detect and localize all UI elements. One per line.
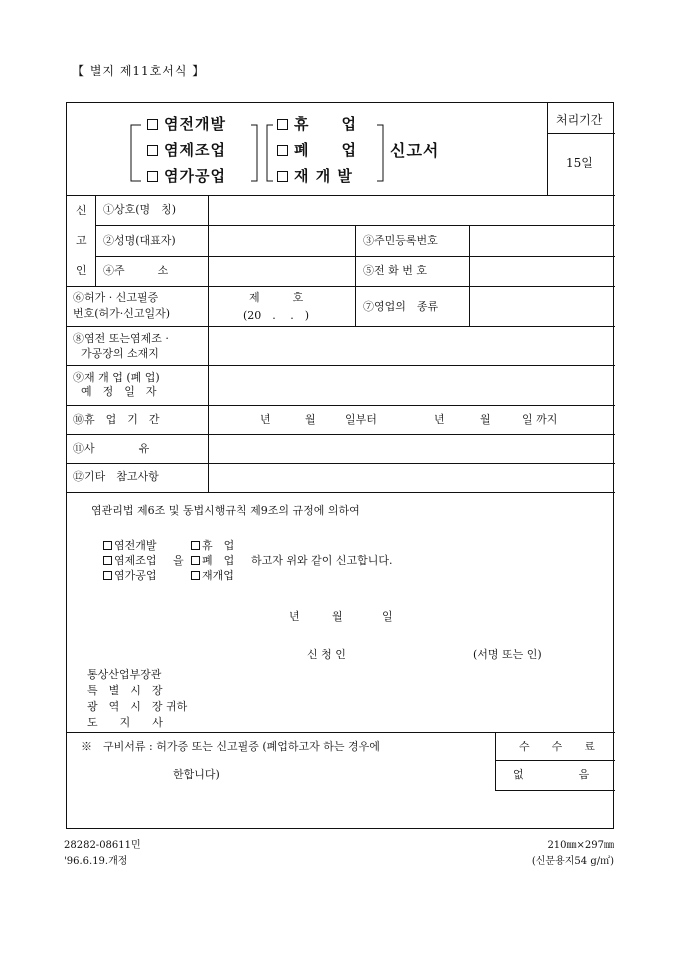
col-line	[208, 463, 209, 492]
option-suspension[interactable]: 휴 업	[277, 117, 357, 132]
checkbox-icon[interactable]	[277, 119, 288, 130]
checkbox-icon[interactable]	[191, 556, 200, 565]
checkbox-icon[interactable]	[103, 556, 112, 565]
suspension-year-1: 년	[260, 413, 271, 426]
form-title: 신고서	[390, 141, 440, 160]
col-line	[208, 195, 209, 468]
revision-date: '96.6.19.개정	[64, 856, 128, 867]
representative-label: ②성명(대표자)	[103, 234, 176, 247]
header-divider	[547, 103, 548, 195]
business-type-label: ⑦영업의 종류	[363, 300, 439, 313]
recipient: 광 역 시 장 귀하	[87, 700, 188, 713]
recipient: 통상산업부장관	[87, 668, 162, 681]
decl-statement: 하고자 위와 같이 신고합니다.	[251, 554, 393, 567]
required-documents: ※ 구비서류 : 허가증 또는 신고필증 (폐업하고자 하는 경우에	[81, 740, 380, 753]
option-closure[interactable]: 폐 업	[277, 143, 357, 158]
decl-option-closure[interactable]: 폐 업	[191, 555, 234, 566]
row-line	[67, 365, 615, 366]
decl-option-manufacture[interactable]: 염제조업	[103, 555, 157, 566]
decl-option-suspension[interactable]: 휴 업	[191, 540, 234, 551]
checkbox-icon[interactable]	[277, 171, 288, 182]
processing-period-label: 처리기간	[556, 113, 603, 127]
row-line	[67, 463, 615, 464]
checkbox-icon[interactable]	[191, 541, 200, 550]
reopen-date-label: 예 정 일 자	[81, 385, 157, 398]
decl-particle: 을	[173, 554, 184, 567]
suspension-year-2: 년	[434, 413, 445, 426]
date-month: 월	[332, 610, 343, 623]
permit-number-label: ⑥허가 · 신고필증	[73, 291, 159, 304]
decl-option-field-dev[interactable]: 염전개발	[103, 540, 157, 551]
row-line	[67, 286, 615, 287]
fee-label: 수 수 료	[519, 740, 595, 753]
applicant-side-label: 신	[76, 204, 87, 217]
reopen-date-label: ⑨재 개 업 (폐 업)	[73, 371, 160, 384]
checkbox-icon[interactable]	[147, 119, 158, 130]
recipient: 도 지 사	[87, 716, 163, 729]
col-line	[95, 195, 96, 286]
row-line	[67, 492, 615, 493]
applicant-side-label: 고	[76, 234, 87, 247]
bracket-divider	[247, 117, 277, 187]
checkbox-icon[interactable]	[103, 541, 112, 550]
checkbox-icon[interactable]	[277, 145, 288, 156]
resident-number-label: ③주민등록번호	[363, 234, 438, 247]
paper-type: (신문용지54 g/㎡)	[531, 856, 614, 867]
address-label: ④주 소	[103, 264, 169, 277]
suspension-period-label: ⑩휴 업 기 간	[73, 413, 160, 426]
col-line	[469, 225, 470, 326]
checkbox-icon[interactable]	[191, 571, 200, 580]
decl-option-reopen[interactable]: 재개업	[191, 570, 234, 581]
applicant-signature-label: 신 청 인	[307, 648, 346, 661]
location-label: ⑧염전 또는염제조 ·	[73, 332, 169, 345]
row-line	[495, 760, 615, 761]
row-line	[67, 732, 615, 733]
sign-or-seal-label: (서명 또는 인)	[473, 648, 542, 661]
checkbox-icon[interactable]	[147, 145, 158, 156]
date-year: 년	[289, 610, 300, 623]
suspension-month-2: 월	[480, 413, 491, 426]
report-form	[66, 102, 614, 829]
required-documents: 한합니다)	[173, 768, 220, 781]
applicant-side-label: 인	[76, 264, 87, 277]
suspension-until: 일 까지	[522, 413, 558, 426]
suspension-from: 일부터	[345, 413, 377, 426]
decl-option-processing[interactable]: 염가공업	[103, 570, 157, 581]
row-line	[495, 790, 615, 791]
option-salt-manufacture[interactable]: 염제조업	[147, 143, 226, 158]
law-reference: 염관리법 제6조 및 동법시행규칙 제9조의 규정에 의하여	[91, 504, 360, 517]
processing-period-value: 15일	[566, 156, 593, 170]
option-salt-processing[interactable]: 염가공업	[147, 169, 226, 184]
row-line	[67, 405, 615, 406]
business-name-label: ①상호(명 칭)	[103, 203, 177, 216]
permit-number-label: 번호(허가·신고일자)	[73, 307, 171, 320]
form-number: 【 별지 제11호서식 】	[72, 64, 206, 78]
checkbox-icon[interactable]	[103, 571, 112, 580]
recipient: 특 별 시 장	[87, 684, 163, 697]
phone-label: ⑤전 화 번 호	[363, 264, 427, 277]
checkbox-icon[interactable]	[147, 171, 158, 182]
permit-date-value: (20 . . )	[243, 309, 310, 322]
row-line	[67, 195, 615, 196]
col-line	[495, 732, 496, 790]
row-line	[67, 326, 615, 327]
suspension-month-1: 월	[305, 413, 316, 426]
header-divider	[547, 133, 615, 134]
row-line	[67, 434, 615, 435]
date-day: 일	[382, 610, 393, 623]
paper-size: 210㎜×297㎜	[547, 840, 614, 851]
location-label: 가공장의 소재지	[81, 347, 159, 360]
reason-label: ⑪사 유	[73, 442, 150, 455]
option-reopen[interactable]: 재 개 발	[277, 169, 353, 184]
fee-value: 없 음	[513, 768, 590, 781]
other-notes-label: ⑫기타 참고사항	[73, 470, 159, 483]
bracket-group-2-close	[375, 117, 391, 187]
permit-number-value: 제 호	[249, 291, 304, 304]
col-line	[355, 225, 356, 326]
option-salt-field-dev[interactable]: 염전개발	[147, 117, 226, 132]
form-code: 28282-08611민	[64, 840, 141, 851]
